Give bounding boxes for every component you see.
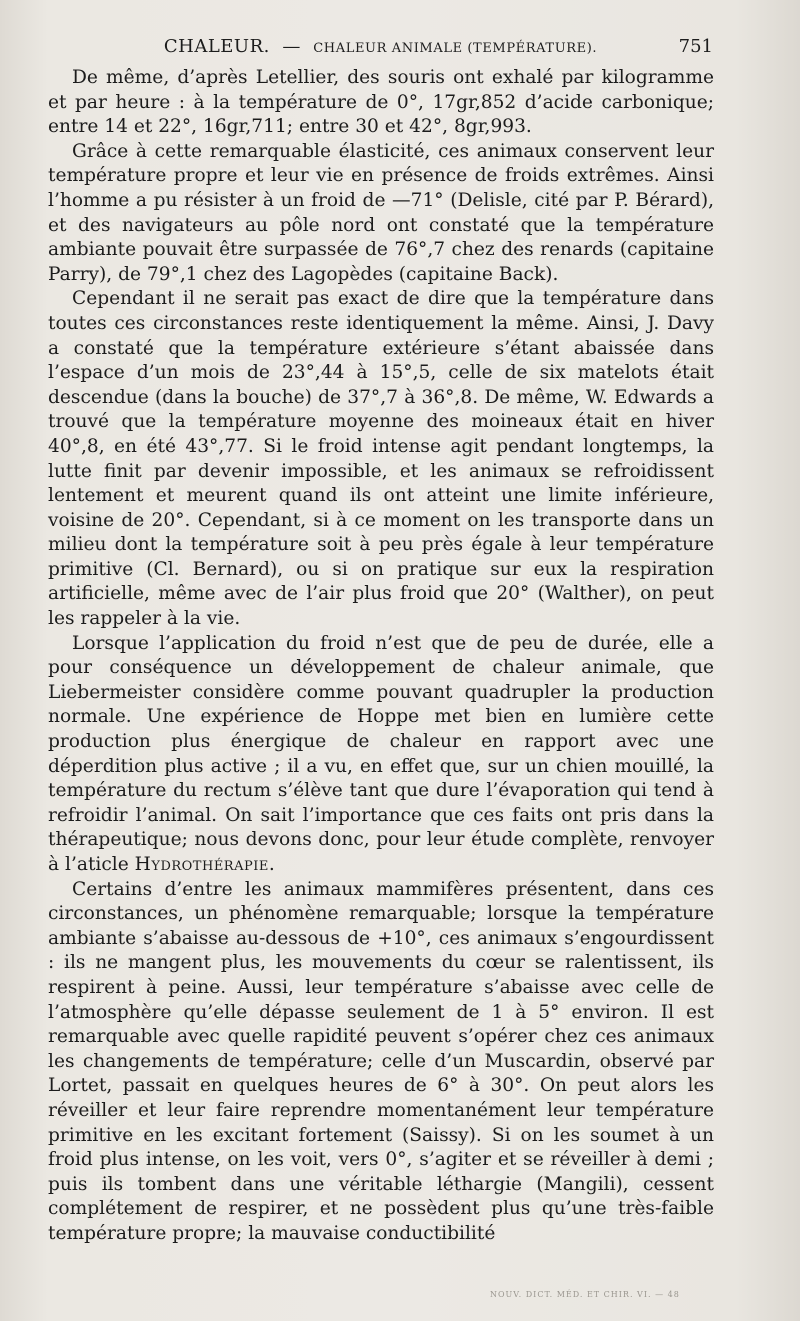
page-number: 751 [678, 36, 713, 57]
paragraph: Certains d’entre les animaux mammifères présentent, dans ces circonstances, un phénomène remarquable; lorsque la température ambiante s’abaisse au-dessous de +10°, ces animaux s’engourdissent : ils ne mangent plus, les mouvements du cœur se ralentissent, ils respirent à peine. Aussi, leur température s’abaisse avec celle de l’atmosphère qu’elle dépasse seulement de 1 à 5° environ. Il est remarquable avec quelle rapidité peuvent s’opérer chez ces animaux les changements de température; celle d’un Muscardin, observé par Lortet, passait en quelques heures de 6° à 30°. On peut alors les réveiller et leur faire reprendre momentanément leur température primitive en les excitant fortement (Saissy). Si on les soumet à un froid plus intense, on les voit, vers 0°, s’agiter et se réveiller à demi ; puis ils tombent dans une véritable léthargie (Mangili), cessent complétement de respirer, et ne possèdent plus qu’une très-faible température propre; la mauvaise conductibilité [48, 878, 714, 1244]
running-head-dash: — [282, 36, 301, 57]
page-header [48, 34, 713, 62]
body-text [48, 66, 714, 1247]
paragraph-with-reference [48, 632, 714, 878]
cross-reference: Hydrothérapie. [134, 854, 276, 875]
running-head [48, 36, 713, 57]
signature-mark: NOUV. DICT. MÉD. ET CHIR. VI. — 48 [490, 1290, 680, 1299]
paragraph: Grâce à cette remarquable élasticité, ces animaux conservent leur température propre et leur vie en présence de froids extrêmes. Ainsi l’homme a pu résister à un froid de —71° (Delisle, cité par P. Bérard), et des navigateurs au pôle nord ont constaté que la température ambiante pouvait être surpassée de 76°,7 chez des renards (capitaine Parry), de 79°,1 chez des Lagopèdes (capitaine Back). [48, 140, 714, 285]
running-head-subtitle: CHALEUR ANIMALE (TEMPÉRATURE). [313, 41, 598, 56]
paragraph-text: Lorsque l’application du froid n’est que de peu de durée, elle a pour conséquence un développement de chaleur animale, que Liebermeister considère comme pouvant quadrupler la production normale. Une expérience de Hoppe met bien en lumière cette production plus énergique de chaleur en rapport avec une déperdition plus active ; il a vu, en effet que, sur un chien mouillé, la température du rectum s’élève tant que dure l’évaporation qui tend à refroidir l’animal. On sait l’importance que ces faits ont pris dans la thérapeutique; nous devons donc, pour leur étude complète, renvoyer à l’aticle [48, 632, 714, 875]
paragraph: Cependant il ne serait pas exact de dire que la température dans toutes ces circonstances reste identiquement la même. Ainsi, J. Davy a constaté que la température extérieure s’étant abaissée dans l’espace d’un mois de 23°,44 à 15°,5, celle de six matelots était descendue (dans la bouche) de 37°,7 à 36°,8. De même, W. Edwards a trouvé que la température moyenne des moineaux était en hiver 40°,8, en été 43°,77. Si le froid intense agit pendant longtemps, la lutte finit par devenir impossible, et les animaux se refroidissent lentement et meurent quand ils ont atteint une limite inférieure, voisine de 20°. Cependant, si à ce moment on les transporte dans un milieu dont la température soit à peu près égale à leur température primitive (Cl. Bernard), ou si on pratique sur eux la respiration artificielle, même avec de l’air plus froid que 20° (Walther), on peut les rappeler à la vie. [48, 288, 714, 630]
running-head-main: CHALEUR. [163, 36, 270, 57]
paragraph: De même, d’après Letellier, des souris ont exhalé par kilogramme et par heure : à la température de 0°, 17gr,852 d’acide carbonique; entre 14 et 22°, 16gr,711; entre 30 et 42°, 8gr,993. [48, 67, 714, 138]
